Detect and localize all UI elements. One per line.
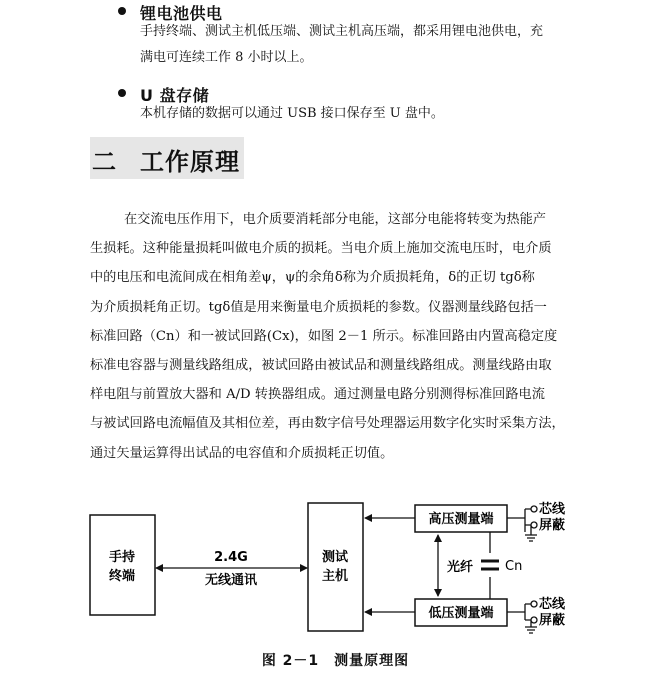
bullet-title-battery: 锂电池供电 — [140, 4, 223, 23]
text-line: 手持终端、测试主机低压端、测试主机高压端，都采用锂电池供电，充 — [140, 24, 544, 39]
high-shield-label: 屏蔽 — [539, 518, 566, 533]
low-core-label: 芯线 — [539, 597, 566, 612]
paragraph-line: 标准电容器与测量线路组成，被试回路由被试品和测量线路组成。测量线路由取 — [90, 358, 552, 374]
paragraph-line: 标准回路（Cn）和一被试回路(Cx)，如图 2－1 所示。标准回路由内置高稳定度 — [90, 328, 558, 344]
low-shield-label: 屏蔽 — [539, 613, 566, 628]
paragraph-line: 与被试回路电流幅值及其相位差，再由数字信号处理器运用数字化实时采集方法， — [90, 416, 565, 432]
ground-icon — [525, 535, 537, 541]
section-title: 工作原理 — [140, 148, 240, 176]
section-heading — [90, 137, 244, 179]
paragraph-line: 为介质损耗角正切。tgδ值是用来衡量电介质损耗的参数。仪器测量线路包括一 — [90, 299, 547, 315]
high-shield-terminal — [531, 522, 537, 528]
low-core-terminal — [531, 601, 537, 607]
paragraph-line: 生损耗。这种能量损耗叫做电介质的损耗。当电介质上施加交流电压时，电介质 — [90, 241, 552, 257]
bullet-dot — [118, 89, 126, 97]
high-voltage-label: 高压测量端 — [428, 512, 494, 527]
high-terminal-wiring — [525, 509, 531, 535]
text-line: 满电可连续工作 8 小时以上。 — [140, 50, 313, 65]
link-frequency: 2.4G — [214, 550, 248, 565]
high-core-label: 芯线 — [539, 502, 566, 517]
link-label: 无线通讯 — [204, 573, 258, 588]
low-terminal-wiring — [525, 604, 531, 627]
terminal-label: 终端 — [108, 569, 136, 584]
figure-caption: 图 2－1 测量原理图 — [261, 653, 410, 669]
fiber-label: 光纤 — [447, 560, 474, 575]
ground-icon — [525, 627, 537, 633]
paragraph-line: 样电阻与前置放大器和 A/D 转换器组成。通过测量电路分别测得标准回路电流 — [90, 387, 545, 403]
high-core-terminal — [531, 506, 537, 512]
host-box — [308, 503, 363, 631]
paragraph-line: 中的电压和电流间成在相角差ψ，ψ的余角δ称为介质损耗角，δ的正切 tgδ称 — [90, 270, 535, 286]
bullet-dot — [118, 7, 126, 15]
paragraph-line: 通过矢量运算得出试品的电容值和介质损耗正切值。 — [90, 445, 394, 461]
text-line: 本机存储的数据可以通过 USB 接口保存至 U 盘中。 — [140, 106, 444, 121]
low-shield-terminal — [531, 617, 537, 623]
bullet-text-battery — [140, 19, 590, 71]
terminal-box — [90, 515, 155, 615]
bullet-title-usb: U 盘存储 — [140, 86, 210, 105]
host-label: 测试 — [321, 550, 349, 565]
terminal-label: 手持 — [108, 550, 136, 565]
section-number: 二 — [92, 148, 117, 176]
host-label: 主机 — [321, 569, 349, 584]
bullet-text-usb — [140, 101, 590, 127]
body-paragraph — [90, 205, 590, 468]
measurement-diagram — [85, 495, 585, 645]
low-voltage-label: 低压测量端 — [428, 606, 494, 621]
capacitor-label: Cn — [505, 559, 523, 574]
paragraph-line: 在交流电压作用下，电介质要消耗部分电能，这部分电能将转变为热能产 — [124, 212, 546, 227]
